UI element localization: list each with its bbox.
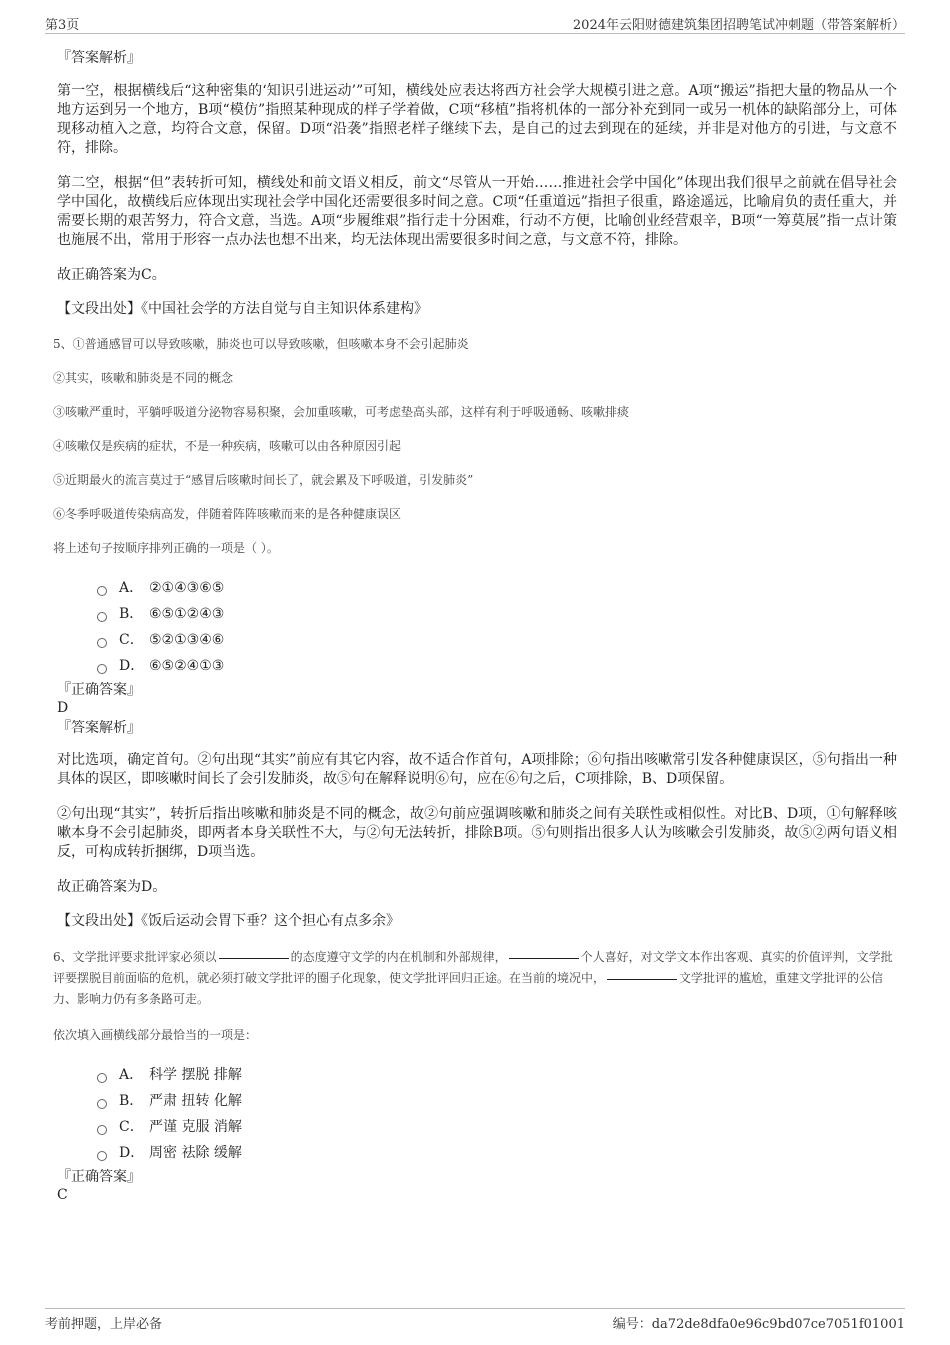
q5-analysis-paragraph: 对比选项，确定首句。②句出现“其实”前应有其它内容，故不适合作首句，A项排除；⑥句指出咳嗽常引发各种健康误区，⑤句指出一种具体的误区，即咳嗽时间长了会引发肺炎，故⑤句在解释说明⑥句，应在⑥句之后，C项排除，B、D项保留。 [57,752,897,787]
blank-line [219,957,289,959]
q5-sentence: ⑥冬季呼吸道传染病高发，伴随着阵阵咳嗽而来的是各种健康误区 [53,507,402,521]
q5-sentence: ③咳嗽严重时，平躺呼吸道分泌物容易积聚，会加重咳嗽，可考虑垫高头部，这样有利于呼吸通畅、咳嗽排痰 [53,405,630,419]
q5-option-a[interactable]: A． ②①④③⑥⑤ [97,575,897,601]
q6-stem: 6、文学批评要求批评家必须以 的态度遵守文学的内在机制和外部规律， 个人喜好，对文学文本作出客观、真实的价值评判，文学批评要摆脱目前面临的危机，就必须打破文学批评的圈子化现象，使文学批评回归正途。在当前的境况中， 文学批评的尴尬，重建文学批评的公信力、影响力仍有多条路可走。 [53,950,893,1006]
q5-analysis-paragraph: ②句出现“其实”，转折后指出咳嗽和肺炎是不同的概念，故②句前应强调咳嗽和肺炎之间有关联性或相似性。对比B、D项，①句解释咳嗽本身不会引起肺炎，即两者本身关联性不大，与②句无法转折，排除B项。⑤句则指出很多人认为咳嗽会引发肺炎，故⑤②两句语义相反，可构成转折捆绑，D项当选。 [57,806,897,860]
q5-answer-label: 『正确答案』 [57,682,141,698]
q4-analysis-paragraph: 第二空，根据“但”表转折可知，横线处和前文语义相反，前文“尽管从一开始……推进社会学中国化”体现出我们很早之前就在倡导社会学中国化，故横线后应体现出实现社会学中国化还需要很多时间之意。C项“任重道远”指担子很重，路途遥远，比喻肩负的责任重大，并需要长期的艰苦努力，符合文意，当选。A项“步履维艰”指行走十分困难，行动不方便，比喻创业经营艰辛，B项“一筹莫展”指一点计策也施展不出，常用于形容一点办法也想不出来，均无法体现出需要很多时间之意，与文意不符，排除。 [57,175,897,248]
q4-source: 【文段出处】《中国社会学的方法自觉与自主知识体系建构》 [57,301,428,317]
q5-sentence: ④咳嗽仅是疾病的症状，不是一种疾病，咳嗽可以由各种原因引起 [53,439,402,453]
q6-option-c[interactable]: C． 严谨 克服 消解 [97,1114,897,1140]
radio-icon[interactable] [97,586,107,596]
radio-icon[interactable] [97,664,107,674]
q5-sentence: ⑤近期最火的流言莫过于“感冒后咳嗽时间长了，就会累及下呼吸道，引发肺炎” [53,473,474,487]
q5-option-c[interactable]: C． ⑤②①③④⑥ [97,627,897,653]
page-number: 第3页 [45,18,80,33]
q5-prompt: 将上述句子按顺序排列正确的一项是（ ）。 [53,541,279,555]
page-header [45,14,905,32]
footer-divider [45,1308,905,1309]
q5-conclusion: 故正确答案为D。 [57,879,167,895]
q6-prompt: 依次填入画横线部分最恰当的一项是： [53,1028,258,1042]
q6-options [97,1062,897,1166]
blank-line [509,957,579,959]
q5-sentence: 5、①普通感冒可以导致咳嗽，肺炎也可以导致咳嗽，但咳嗽本身不会引起肺炎 [53,337,469,351]
q5-options [97,575,897,679]
q5-answer: D [57,700,69,716]
page-content [53,44,897,1204]
q4-analysis-label: 『答案解析』 [57,50,141,66]
radio-icon[interactable] [97,612,107,622]
page-footer [45,1313,905,1331]
radio-icon[interactable] [97,1099,107,1109]
header-divider [45,33,905,34]
q5-sentence: ②其实，咳嗽和肺炎是不同的概念 [53,371,234,385]
q5-source: 【文段出处】《饭后运动会胃下垂？这个担心有点多余》 [57,913,400,929]
document-title: 2024年云阳财德建筑集团招聘笔试冲刺题（带答案解析） [572,18,905,33]
radio-icon[interactable] [97,638,107,648]
q6-option-d[interactable]: D． 周密 祛除 缓解 [97,1140,897,1166]
radio-icon[interactable] [97,1073,107,1083]
radio-icon[interactable] [97,1151,107,1161]
document-id: 编号：da72de8dfa0e96c9bd07ce7051f01001 [612,1317,905,1332]
q6-answer: C [57,1187,68,1203]
q5-option-b[interactable]: B． ⑥⑤①②④③ [97,601,897,627]
q5-analysis-label: 『答案解析』 [57,720,141,736]
q4-analysis-paragraph: 第一空，根据横线后“这种密集的‘知识引进运动’”可知，横线处应表达将西方社会学大规模引进之意。A项“搬运”指把大量的物品从一个地方运到另一个地方，B项“模仿”指照某种现成的样子学着做，C项“移植”指将机体的一部分补充到同一或另一机体的缺陷部分上，可体现移动植入之意，均符合文意，保留。D项“沿袭”指照老样子继续下去，是自己的过去到现在的延续，并非是对他方的引进，与文意不符，排除。 [57,83,897,156]
q6-option-a[interactable]: A． 科学 摆脱 排解 [97,1062,897,1088]
q4-conclusion: 故正确答案为C。 [57,267,166,283]
footer-slogan: 考前押题，上岸必备 [45,1317,163,1332]
blank-line [607,978,677,980]
q5-option-d[interactable]: D． ⑥⑤②④①③ [97,653,897,679]
radio-icon[interactable] [97,1125,107,1135]
q6-answer-label: 『正确答案』 [57,1169,141,1185]
q6-option-b[interactable]: B． 严肃 扭转 化解 [97,1088,897,1114]
